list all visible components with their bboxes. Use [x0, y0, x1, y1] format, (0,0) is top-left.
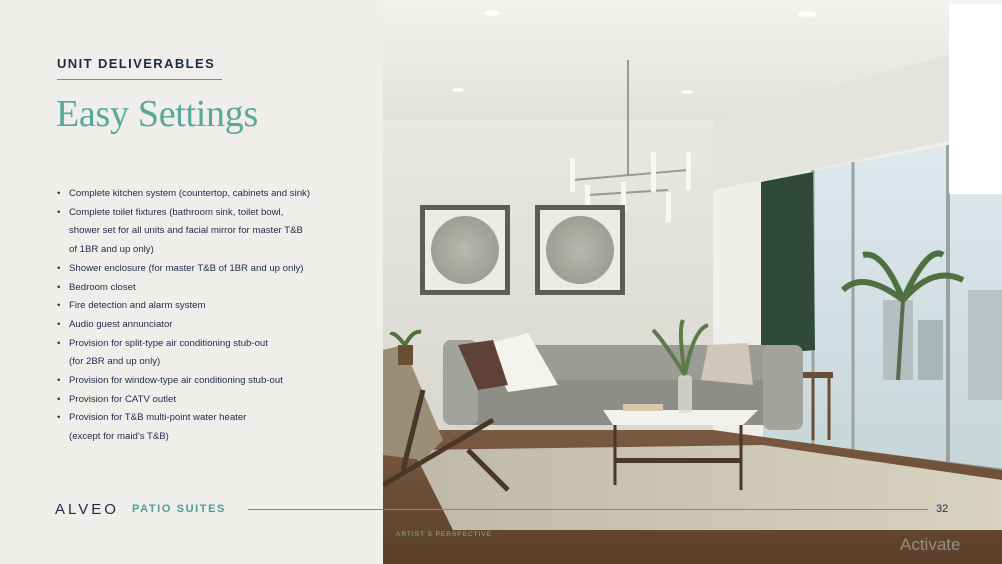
deliverable-item: [57, 260, 377, 279]
deliverable-item: [57, 279, 377, 298]
deliverable-text: Provision for window-type air conditioning stub-out: [69, 375, 283, 387]
bullet-dot: •: [57, 318, 61, 330]
deliverable-text: Bedroom closet: [69, 281, 136, 293]
brand-logo: ALVEO: [55, 501, 119, 518]
deliverable-text: of 1BR and up only): [69, 244, 154, 256]
activation-watermark: Activate: [900, 535, 961, 554]
blank-overlay-box: [949, 4, 1002, 194]
deliverable-text: Complete toilet fixtures (bathroom sink, toilet bowl,: [69, 206, 284, 218]
bullet-dot: •: [57, 300, 61, 312]
deliverable-text: Complete kitchen system (countertop, cabinets and sink): [69, 188, 311, 199]
bullet-dot: •: [57, 375, 61, 387]
bullet-dot: •: [57, 281, 61, 293]
deliverables-list: [57, 185, 377, 447]
title-underline: [57, 79, 222, 80]
deliverable-text: Audio guest annunciator: [69, 318, 173, 330]
bullet-dot: •: [57, 337, 61, 349]
bullet-dot: •: [57, 262, 61, 274]
section-title: UNIT DELIVERABLES: [57, 56, 216, 71]
deliverable-text: shower set for all units and facial mirror for master T&B: [69, 225, 303, 237]
deliverable-text: (except for maid’s T&B): [69, 431, 169, 443]
deliverable-item: [57, 204, 377, 260]
bullet-dot: •: [57, 188, 61, 199]
living-room-photo: [383, 0, 1002, 564]
deliverable-text: (for 2BR and up only): [69, 356, 161, 368]
deliverable-text: Shower enclosure (for master T&B of 1BR and up only): [69, 262, 304, 274]
deliverable-item: [57, 372, 377, 391]
deliverable-item: [57, 185, 377, 204]
text-panel: [0, 0, 383, 564]
deliverable-text: Provision for split-type air conditioning stub-out: [69, 337, 268, 349]
headline: Easy Settings: [56, 93, 258, 135]
bullet-dot: •: [57, 206, 61, 218]
bullet-dot: •: [57, 393, 61, 405]
deliverable-item: [57, 335, 377, 372]
deliverable-text: Provision for CATV outlet: [69, 393, 176, 405]
project-name: PATIO SUITES: [132, 503, 226, 515]
deliverable-text: Fire detection and alarm system: [69, 300, 206, 312]
deliverable-item: [57, 297, 377, 316]
deliverable-item: [57, 316, 377, 335]
deliverable-text: Provision for T&B multi-point water heater: [69, 412, 247, 424]
page-number: 32: [936, 503, 949, 515]
footer-rule: [248, 509, 928, 510]
photo-caption: ARTIST’S PERSPECTIVE: [396, 531, 493, 538]
deliverable-item: [57, 409, 377, 446]
bullet-dot: •: [57, 412, 61, 424]
deliverable-item: [57, 391, 377, 410]
